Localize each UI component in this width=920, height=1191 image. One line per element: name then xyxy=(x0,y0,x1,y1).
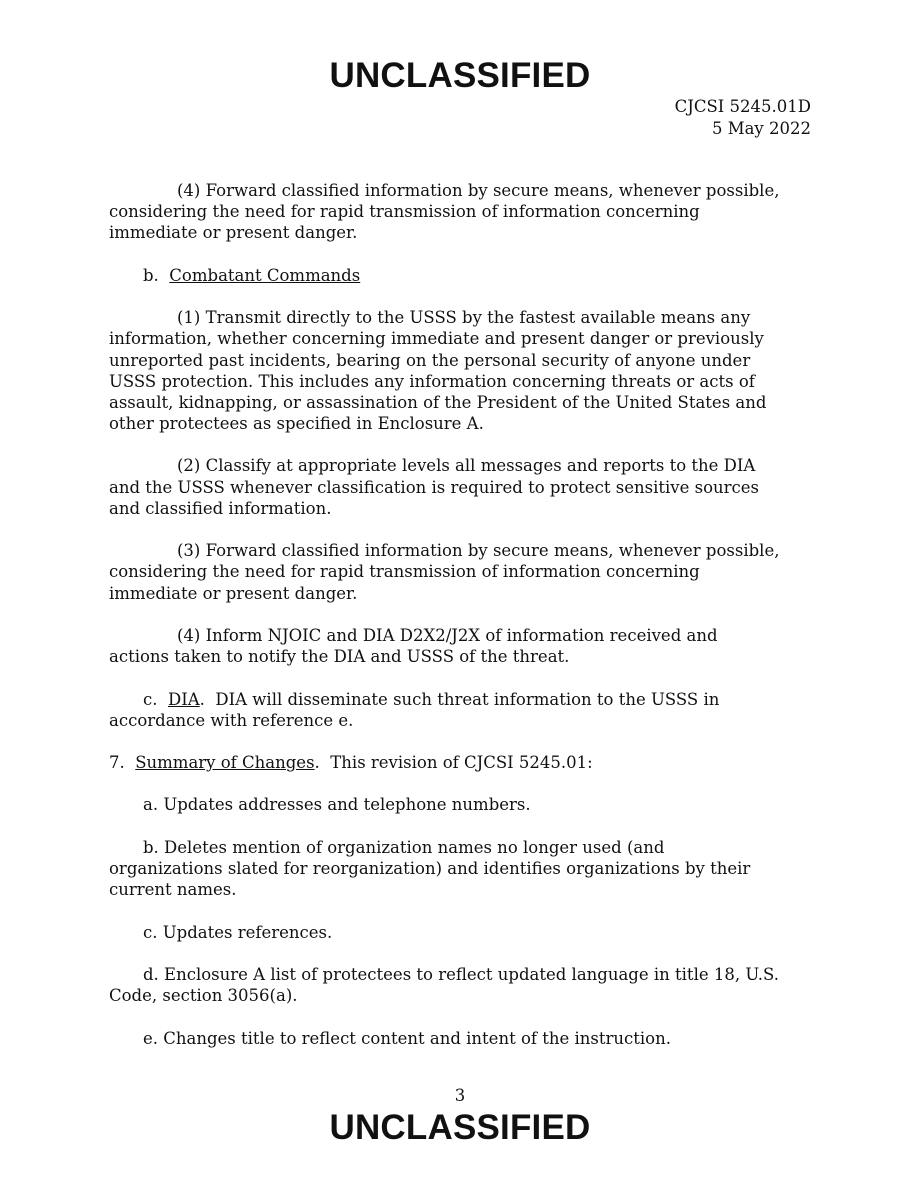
paragraph-a4 xyxy=(109,180,821,244)
paragraph-line: d. Enclosure A list of protectees to reflect updated language in title 18, U.S. xyxy=(143,964,779,984)
page-number: 3 xyxy=(454,1086,466,1105)
paragraph-line: immediate or present danger. xyxy=(109,583,358,603)
paragraph-line: a. Updates addresses and telephone numbers. xyxy=(143,795,531,815)
classification-banner-top: UNCLASSIFIED xyxy=(329,56,591,95)
paragraph-line: and the USSS whenever classification is required to protect sensitive sources xyxy=(109,477,760,497)
paragraph-line: information, whether concerning immediate and present danger or previously xyxy=(109,329,764,349)
paragraph-line: (1) Transmit directly to the USSS by the fastest available means any xyxy=(177,308,751,328)
paragraph-b1 xyxy=(109,307,821,434)
paragraph-line: e. Changes title to reflect content and intent of the instruction. xyxy=(143,1028,671,1048)
section-b-label: b. xyxy=(143,265,170,285)
paragraph-line: accordance with reference e. xyxy=(109,710,354,730)
paragraph-line: organizations slated for reorganization) and identifies organizations by their xyxy=(109,859,751,878)
change-item-b xyxy=(109,837,821,901)
paragraph-line: (4) Forward classified information by secure means, whenever possible, xyxy=(177,181,780,200)
paragraph-line: (4) Inform NJOIC and DIA D2X2/J2X of information received and xyxy=(177,625,718,645)
section-c-title: DIA xyxy=(167,689,200,709)
paragraph-line: actions taken to notify the DIA and USSS of the threat. xyxy=(109,647,570,667)
paragraph-b4 xyxy=(109,625,821,667)
section-7-label: 7. xyxy=(109,753,136,773)
section-7-title: Summary of Changes xyxy=(135,753,315,773)
paragraph-line: considering the need for rapid transmission of information concerning xyxy=(109,202,700,222)
paragraph-line: other protectees as specified in Enclosure A. xyxy=(109,414,484,434)
change-item-c xyxy=(109,922,821,943)
change-item-d xyxy=(109,964,821,1006)
classification-banner-bottom: UNCLASSIFIED xyxy=(329,1108,591,1147)
paragraph-b2 xyxy=(109,455,821,519)
paragraph-line: immediate or present danger. xyxy=(109,223,358,243)
paragraph-line: Code, section 3056(a). xyxy=(109,986,298,1006)
paragraph-line: and classified information. xyxy=(109,498,332,518)
paragraph-line: (2) Classify at appropriate levels all messages and reports to the DIA xyxy=(177,456,756,476)
section-c-text: . DIA will disseminate such threat information to the USSS in xyxy=(199,689,720,709)
paragraph-line xyxy=(109,689,821,710)
paragraph-line: current names. xyxy=(109,880,237,900)
change-item-a xyxy=(109,794,821,815)
document-date: 5 May 2022 xyxy=(711,118,811,138)
paragraph-b3 xyxy=(109,540,821,604)
page-body xyxy=(109,180,821,1049)
paragraph-line: unreported past incidents, bearing on the personal security of anyone under xyxy=(109,350,751,370)
paragraph-line: considering the need for rapid transmission of information concerning xyxy=(109,562,700,582)
change-item-e xyxy=(109,1028,821,1049)
section-7-text: . This revision of CJCSI 5245.01: xyxy=(314,753,593,773)
section-c-label: c. xyxy=(143,689,168,709)
paragraph-line: assault, kidnapping, or assassination of the President of the United States and xyxy=(109,392,767,412)
section-b-heading xyxy=(109,265,821,286)
document-reference xyxy=(675,96,811,139)
paragraph-line: USSS protection. This includes any information concerning threats or acts of xyxy=(109,371,755,391)
section-7-heading xyxy=(109,752,821,773)
paragraph-line: (3) Forward classified information by secure means, whenever possible, xyxy=(177,541,780,561)
document-number: CJCSI 5245.01D xyxy=(674,97,811,116)
section-c xyxy=(109,689,821,731)
paragraph-line: c. Updates references. xyxy=(143,922,333,942)
section-b-title: Combatant Commands xyxy=(169,265,361,285)
paragraph-line: b. Deletes mention of organization names no longer used (and xyxy=(143,837,665,857)
